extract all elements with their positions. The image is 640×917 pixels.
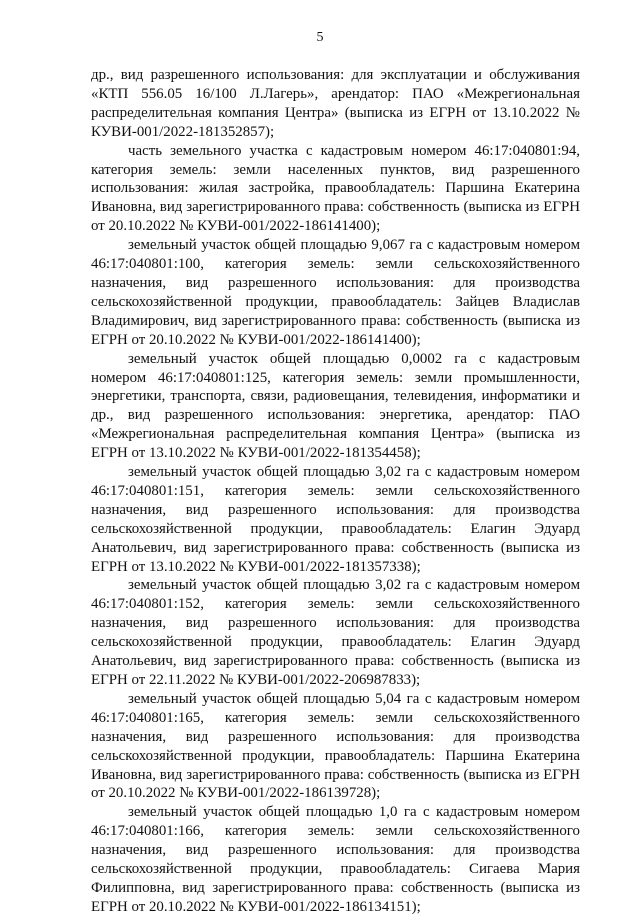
paragraph-land-plot-125: земельный участок общей площадью 0,0002 га с кадастровым номером 46:17:040801:125, категория земель: земли промышленности, энергетики, транспорта, связи, радиовещания, телевидения, информатики и др., вид разрешенного использования: энергетика, арендатор: ПАО «Межрегиональная распределительная компания Центра» (выписка из ЕГРН от 13.10.2022 № КУВИ-001/2022-181354458); xyxy=(91,350,580,462)
paragraph-land-plot-151: земельный участок общей площадью 3,02 га с кадастровым номером 46:17:040801:151, категория земель: земли сельскохозяйственного назначения, вид разрешенного использования: для производства сельскохозяйственной продукции, правообладатель: Елагин Эдуард Анатольевич, вид зарегистрированного права: собственность (выписка из ЕГРН от 13.10.2022 № КУВИ-001/2022-181357338); xyxy=(91,464,580,575)
document-body xyxy=(91,66,580,917)
paragraph-land-plot-165: земельный участок общей площадью 5,04 га с кадастровым номером 46:17:040801:165, категория земель: земли сельскохозяйственного назначения, вид разрешенного использования: для производства сельскохозяйственной продукции, правообладатель: Паршина Екатерина Ивановна, вид зарегистрированного права: собственность (выписка из ЕГРН от 20.10.2022 № КУВИ-001/2022-186139728); xyxy=(91,690,580,802)
paragraph-land-plot-100: земельный участок общей площадью 9,067 га с кадастровым номером 46:17:040801:100, категория земель: земли сельскохозяйственного назначения, вид разрешенного использования: для производства сельскохозяйственной продукции, правообладатель: Зайцев Владислав Владимирович, вид зарегистрированного права: собственность (выписка из ЕГРН от 20.10.2022 № КУВИ-001/2022-186141400); xyxy=(91,237,580,348)
paragraph-land-plot-166: земельный участок общей площадью 1,0 га с кадастровым номером 46:17:040801:166, категория земель: земли сельскохозяйственного назначения, вид разрешенного использования: для производства сельскохозяйственной продукции, правообладатель: Сигаева Мария Филипповна, вид зарегистрированного права: собственность (выписка из ЕГРН от 20.10.2022 № КУВИ-001/2022-186134151); xyxy=(91,804,580,915)
paragraph-land-plot-152: земельный участок общей площадью 3,02 га с кадастровым номером 46:17:040801:152, категория земель: земли сельскохозяйственного назначения, вид разрешенного использования: для производства сельскохозяйственной продукции, правообладатель: Елагин Эдуард Анатольевич, вид зарегистрированного права: собственность (выписка из ЕГРН от 22.11.2022 № КУВИ-001/2022-206987833); xyxy=(91,577,580,688)
paragraph-land-plot-94: часть земельного участка с кадастровым номером 46:17:040801:94, категория земель: земли населенных пунктов, вид разрешенного использования: жилая застройка, правообладатель: Паршина Екатерина Ивановна, вид зарегистрированного права: собственность (выписка из ЕГРН от 20.10.2022 № КУВИ-001/2022-186141400); xyxy=(91,142,580,235)
page-number: 5 xyxy=(316,30,324,45)
paragraph-continuation: др., вид разрешенного использования: для эксплуатации и обслуживания «КТП 556.05 16/100 Л.Лагерь», арендатор: ПАО «Межрегиональная распределительная компания Центра» (выписка из ЕГРН от 13.10.2022 № КУВИ-001/2022-181352857); xyxy=(91,67,580,140)
